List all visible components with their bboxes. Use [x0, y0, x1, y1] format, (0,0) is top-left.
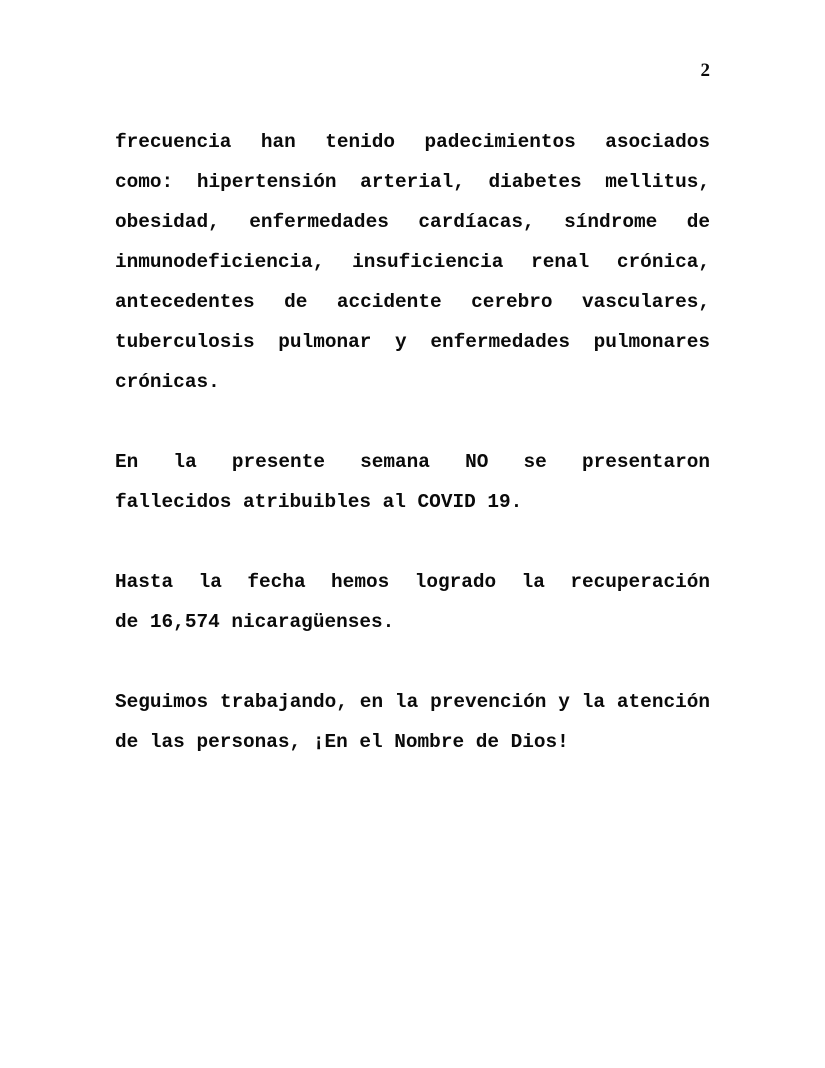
text-line: fallecidos atribuibles al COVID 19.	[115, 491, 523, 513]
text-line: crónicas.	[115, 371, 220, 393]
paragraph	[115, 562, 710, 642]
text-line: tuberculosis pulmonar y enfermedades pulmonares	[115, 331, 710, 353]
document-body	[115, 122, 710, 802]
text-line: frecuencia han tenido padecimientos asociados	[115, 131, 710, 153]
text-line: Hasta la fecha hemos logrado la recuperación	[115, 571, 710, 593]
paragraph	[115, 442, 710, 522]
text-line: Seguimos trabajando, en la prevención y la atención	[115, 691, 710, 713]
text-line: inmunodeficiencia, insuficiencia renal crónica,	[115, 251, 710, 273]
text-line: como: hipertensión arterial, diabetes mellitus,	[115, 171, 710, 193]
paragraph	[115, 122, 710, 402]
text-line: obesidad, enfermedades cardíacas, síndrome de	[115, 211, 710, 233]
text-line: de las personas, ¡En el Nombre de Dios!	[115, 731, 569, 753]
text-line: de 16,574 nicaragüenses.	[115, 611, 395, 633]
text-line: antecedentes de accidente cerebro vasculares,	[115, 291, 710, 313]
paragraph	[115, 682, 710, 762]
text-line: En la presente semana NO se presentaron	[115, 451, 710, 473]
page-number: 2	[700, 60, 710, 81]
